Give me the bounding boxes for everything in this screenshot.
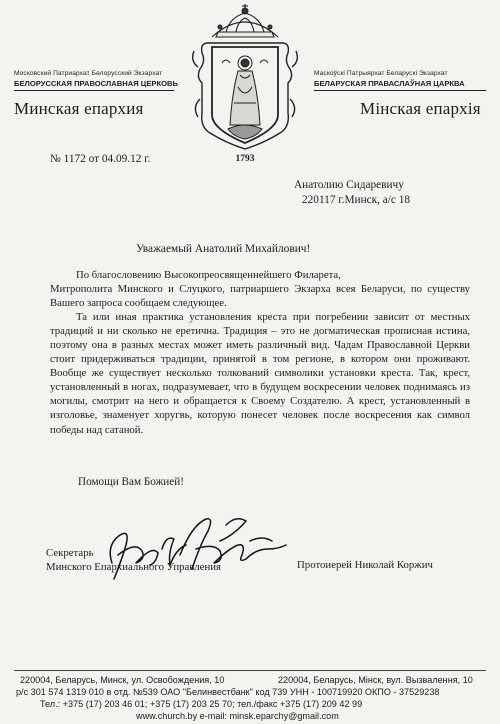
header-left-rule bbox=[14, 90, 174, 91]
greeting: Уважаемый Анатолий Михайлович! bbox=[136, 243, 311, 255]
footer-address-right: 220004, Беларусь, Мінск, вул. Вызвалення, 10 bbox=[278, 675, 473, 685]
paragraph-1-line-1: По благословению Высокопреосвященнейшего Филарета, bbox=[76, 269, 341, 281]
recipient-name: Анатолию Сидаревичу bbox=[294, 179, 404, 191]
header-left-diocese: Минская епархия bbox=[14, 99, 144, 118]
paragraph-2: Та или иная практика установления креста при погребении зависит от местных традиций и ни сколько не еретична. Традиция – это не догматическая прописная истина, поэтому она в разных местах может иметь различный вид. Чадам Православной Церкви стоит придерживаться традиции, принятой в том регионе, в котором они проживают. Вообще же существует несколько толкований символики установки креста. Так, крест, установленный в ногах, подразумевает, что в будущем воскресении человек поднимаясь из могилы, смотрит на него и обращается к Своему Создателю. А крест, установленный в изголовье, знаменует хоругвь, которую понесет человек после воскресения как символ победы над сатаной. bbox=[50, 311, 470, 436]
footer-web-email: www.church.by e-mail: minsk.eparchy@gmail.com bbox=[136, 711, 339, 721]
signatory-left-title: Секретарь bbox=[46, 547, 94, 559]
header-right-rule bbox=[314, 90, 486, 91]
footer-bank-details: р/с 301 574 1319 010 в отд. №539 ОАО "Белинвестбанк" код 739 УНН - 100719920 ОКПО - 37529238 bbox=[16, 687, 440, 697]
header-left-church: БЕЛОРУССКАЯ ПРАВОСЛАВНАЯ ЦЕРКОВЬ bbox=[14, 79, 178, 88]
letter-body bbox=[50, 268, 470, 437]
header-right-church: БЕЛАРУСКАЯ ПРАВАСЛАЎНАЯ ЦАРКВА bbox=[314, 79, 465, 88]
outgoing-reference-number: № 1172 от 04.09.12 г. bbox=[50, 153, 151, 165]
header-left-patriarchate: Московский Патриархат Белорусский Экзархат bbox=[14, 70, 163, 77]
paragraph-1: Митрополита Минского и Слуцкого, патриаршего Экзарха всея Беларуси, по существу Вашего запроса сообщаем следующее. bbox=[50, 283, 470, 310]
closing-blessing: Помощи Вам Божией! bbox=[78, 476, 184, 488]
signatory-left-office: Минского Епархиального Управления bbox=[46, 561, 221, 573]
signatory-right: Протоиерей Николай Коржич bbox=[297, 559, 433, 571]
footer-address-left: 220004, Беларусь, Минск, ул. Освобождения, 10 bbox=[20, 675, 225, 685]
footer-phones: Тел.: +375 (17) 203 46 01; +375 (17) 203 25 70; тел./факс +375 (17) 209 42 99 bbox=[40, 699, 363, 709]
header-right-patriarchate: Маскоўскі Патрыярхат Беларускі Экзархат bbox=[314, 70, 448, 77]
handwritten-signature bbox=[96, 505, 306, 585]
paragraph-1-first-line bbox=[50, 268, 470, 282]
footer-rule bbox=[14, 670, 486, 671]
diocese-coat-of-arms-emblem bbox=[186, 3, 304, 163]
emblem-year: 1793 bbox=[235, 154, 255, 163]
header-right-diocese: Мінская епархія bbox=[360, 99, 481, 118]
recipient-address: 220117 г.Минск, а/с 18 bbox=[302, 194, 411, 206]
